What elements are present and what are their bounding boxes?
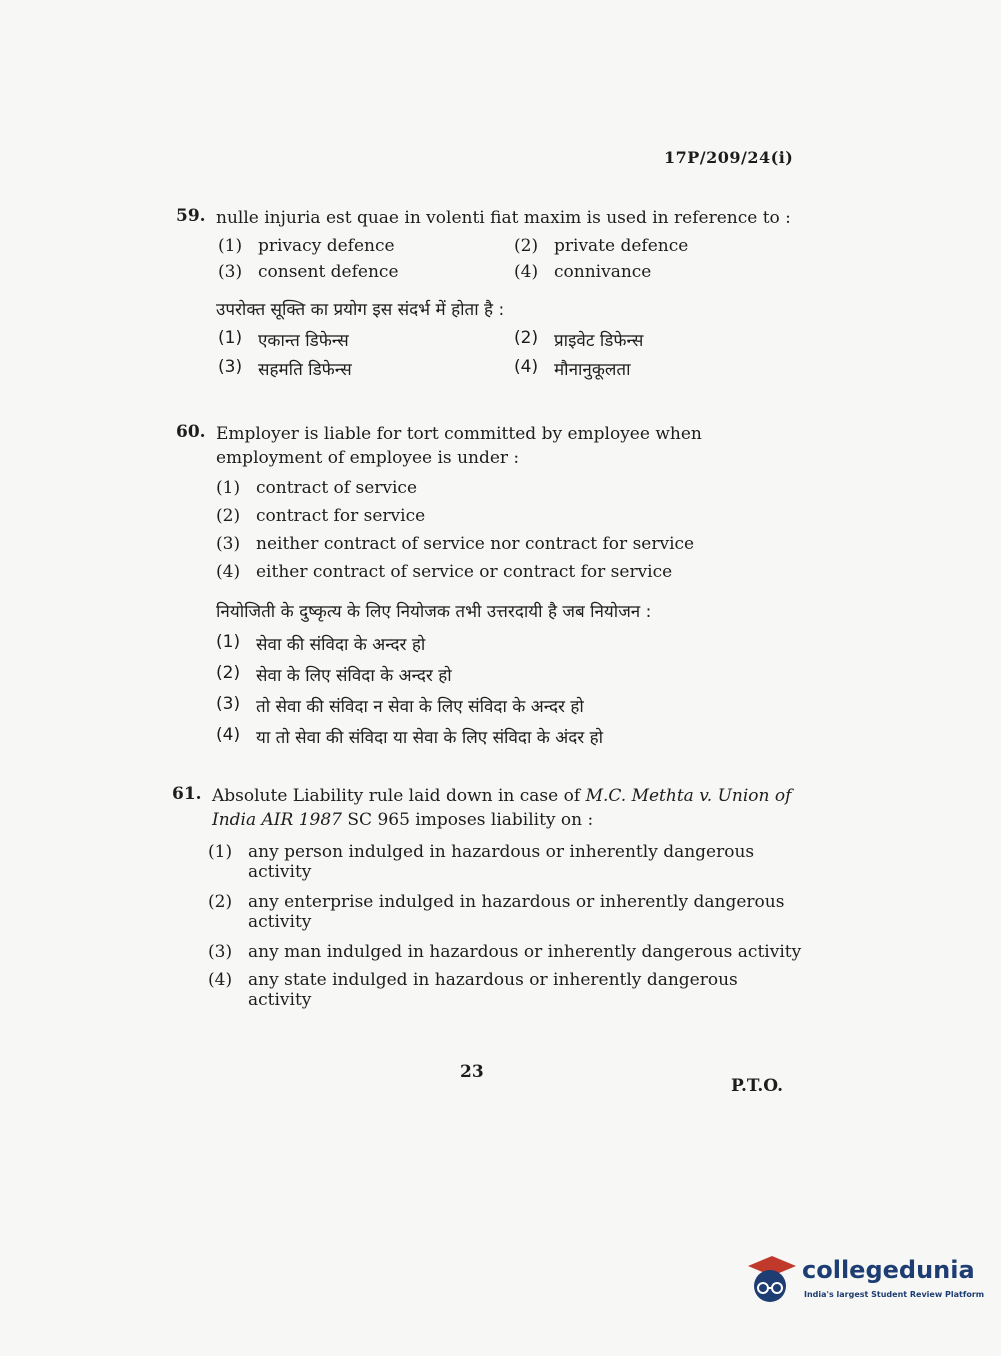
logo-name: collegedunia (802, 1256, 975, 1284)
question-number: 61. (172, 784, 202, 804)
option: (2) सेवा के लिए संविदा के अन्दर हो (216, 663, 452, 686)
options-en (208, 842, 802, 1010)
question-61 (172, 784, 802, 1010)
logo-tagline: India's largest Student Review Platform (804, 1290, 985, 1299)
question-text-hi: नियोजिती के दुष्कृत्य के लिए नियोजक तभी उत्तरदायी है जब नियोजन : (216, 602, 652, 622)
option: (3) consent defence (218, 262, 399, 282)
pto-label: P.T.O. (731, 1076, 783, 1096)
option: (2) contract for service (216, 506, 426, 526)
question-text-en: Absolute Liability rule laid down in case of M.C. Methta v. Union of India AIR 1987 SC 965 imposes liability on : (212, 786, 792, 830)
option: (4) मौनानुकूलता (514, 357, 631, 380)
option: (2) private defence (514, 236, 689, 256)
student-mascot-icon (742, 1254, 798, 1310)
question-number: 60. (176, 422, 206, 442)
options-en (218, 236, 806, 282)
question-number: 59. (176, 206, 206, 226)
question-text-en: nulle injuria est quae in volenti fiat maxim is used in reference to : (216, 208, 791, 228)
option: (3) सहमति डिफेन्स (218, 357, 352, 380)
options-en (216, 478, 806, 582)
option: (3) neither contract of service nor contract for service (216, 534, 695, 554)
question-60 (176, 422, 806, 748)
option: (1) contract of service (216, 478, 418, 498)
option: (1) privacy defence (218, 236, 395, 256)
question-text-hi: उपरोक्त सूक्ति का प्रयोग इस संदर्भ में होता है : (216, 300, 505, 320)
paper-code: 17P/209/24(i) (664, 148, 794, 167)
option: (1) एकान्त डिफेन्स (218, 328, 349, 351)
option: (3) any man indulged in hazardous or inherently dangerous activity (208, 942, 802, 962)
case-citation: M.C. Methta v. Union of India AIR 1987 (212, 786, 792, 830)
option: (3) तो सेवा की संविदा न सेवा के लिए संविदा के अन्दर हो (216, 694, 584, 717)
option: (1) सेवा की संविदा के अन्दर हो (216, 632, 426, 655)
option: (4) connivance (514, 262, 652, 282)
option: (1) any person indulged in hazardous or inherently dangerous activity (208, 842, 755, 882)
option: (4) any state indulged in hazardous or inherently dangerous activity (208, 970, 738, 1010)
option: (2) any enterprise indulged in hazardous or inherently dangerous activity (208, 892, 785, 932)
options-hi (216, 632, 806, 748)
option: (4) या तो सेवा की संविदा या सेवा के लिए संविदा के अंदर हो (216, 725, 604, 748)
option: (2) प्राइवेट डिफेन्स (514, 328, 644, 351)
options-hi (218, 328, 806, 380)
option: (4) either contract of service or contract for service (216, 562, 673, 582)
collegedunia-logo (742, 1248, 985, 1310)
page-number: 23 (460, 1062, 484, 1082)
question-text-en: Employer is liable for tort committed by employee when employment of employee is under : (216, 424, 702, 468)
question-59 (176, 206, 806, 380)
